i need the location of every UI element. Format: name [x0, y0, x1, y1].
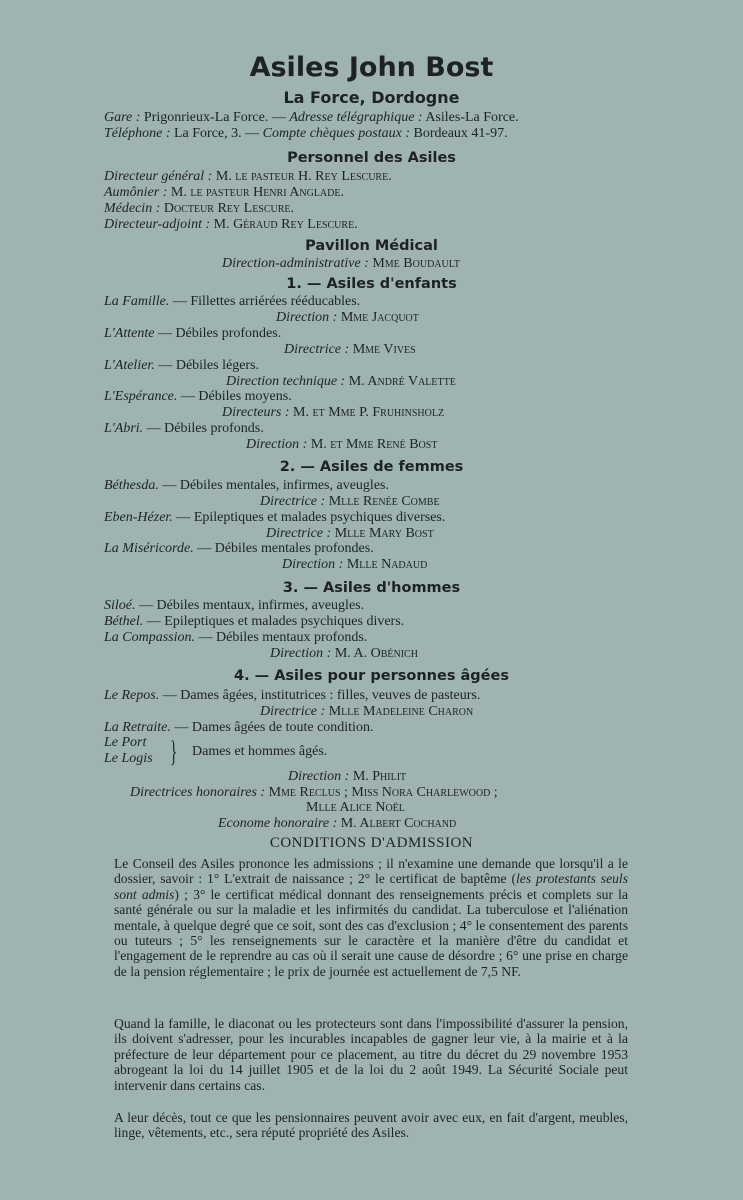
- asile-desc: — Epileptiques et malades psychiques divers.: [146, 614, 405, 629]
- asile-desc: — Débiles mentales, infirmes, aveugles.: [162, 478, 389, 493]
- p1-text-b: ) ; 3° le certificat médical donnant des renseignements précis et complets sur la santé générale ou sur la maladie et les infirmités du candidat. La tuberculose et l'aliénation mentale, à quelque degré que ce soit, sont des cas d'exclusion ; 4° le consentement des parents ou tuteurs ; 5° les renseignements sur le caractère et la manière d'être du candidat et l'engagement de le reprendre au cas où il serait une cause de désordre ; 6° une prise en charge de la pension réglementaire ; le prix de journée est actuellement de 7,5 NF.: [114, 886, 628, 979]
- asile-name: Le Port: [104, 735, 147, 750]
- hommes-heading: 3. — Asiles d'hommes: [282, 580, 461, 596]
- personnel-role: Aumônier :: [104, 185, 168, 200]
- direction-name: Mme Jacquot: [340, 310, 419, 325]
- honoraires-role: Directrices honoraires :: [130, 785, 266, 800]
- femmes-heading: 2. — Asiles de femmes: [279, 459, 464, 475]
- asile-name: Béthel.: [104, 614, 144, 629]
- asile-desc: — Débiles moyens.: [180, 389, 292, 404]
- adresse-value: Asiles-La Force.: [425, 110, 519, 125]
- asile-desc: — Débiles mentaux profonds.: [198, 630, 368, 645]
- asile-desc: — Débiles profondes.: [157, 326, 282, 341]
- asile-entry: [104, 389, 292, 405]
- telephone-value: La Force, 3. —: [173, 126, 260, 141]
- pavillon-role: Direction-administrative :: [222, 256, 369, 271]
- asile-name: L'Abri.: [104, 421, 144, 436]
- asile-name: L'Espérance.: [104, 389, 178, 404]
- asile-direction: [260, 704, 473, 720]
- personnel-name: M. Géraud Rey Lescure.: [213, 217, 358, 232]
- asile-desc: — Débiles profonds.: [146, 421, 264, 436]
- conditions-paragraph-2: Quand la famille, le diaconat ou les protecteurs sont dans l'impossibilité d'assurer la pension, ils doivent s'adresser, pour les incurables incapables de gagner leur vie, à la mairie et à la préfecture de leur département pour ce placement, au titre du décret du 29 novembre 1953 abrogeant la loi du 14 juillet 1905 et de la loi du 2 août 1949. La Sécurité Sociale peut intervenir dans certains cas.: [114, 1016, 628, 1093]
- asile-name: Béthesda.: [104, 478, 159, 493]
- asile-entry: [104, 541, 374, 557]
- personnel-row: [104, 169, 392, 185]
- page-subtitle: La Force, Dordogne: [283, 88, 460, 107]
- direction-role: Directrice :: [266, 526, 332, 541]
- conditions-paragraph-3: A leur décès, tout ce que les pensionnaires peuvent avoir avec eux, en fait d'argent, meubles, linge, vêtements, etc., sera réputé propriété des Asiles.: [114, 1110, 628, 1141]
- personnel-role: Médecin :: [104, 201, 161, 216]
- personnel-row: [104, 217, 358, 233]
- direction-role: Direction :: [282, 557, 344, 572]
- page-title: Asiles John Bost: [249, 52, 494, 83]
- econome-line: [218, 816, 456, 832]
- asile-name: La Famille.: [104, 294, 170, 309]
- econome-name: M. Albert Cochand: [340, 816, 457, 831]
- asile-entry: [104, 294, 360, 310]
- cheques-value: Bordeaux 41-97.: [413, 126, 508, 141]
- personnel-role: Directeur général :: [104, 169, 213, 184]
- asile-desc: — Débiles mentaux, infirmes, aveugles.: [139, 598, 365, 613]
- personnel-name: Docteur Rey Lescure.: [163, 201, 295, 216]
- asile-name: La Compassion.: [104, 630, 196, 645]
- adresse-label: Adresse télégraphique :: [289, 110, 423, 125]
- honoraires-line: [130, 785, 498, 801]
- asile-name: Eben-Hézer.: [104, 510, 173, 525]
- direction-name: M. Philit: [352, 769, 407, 784]
- asile-name: La Miséricorde.: [104, 541, 194, 556]
- gare-label: Gare :: [104, 110, 141, 125]
- conditions-heading: CONDITIONS D'ADMISSION: [269, 835, 474, 851]
- pavillon-name: Mme Boudault: [372, 256, 461, 271]
- direction-role: Directrice :: [260, 704, 326, 719]
- direction-role: Direction :: [288, 769, 350, 784]
- asile-desc: — Dames âgées, institutrices : filles, veuves de pasteurs.: [162, 688, 481, 703]
- asile-entry: [104, 614, 404, 630]
- asile-desc: Dames et hommes âgés.: [192, 744, 328, 759]
- asile-direction: [270, 646, 418, 662]
- econome-role: Econome honoraire :: [218, 816, 338, 831]
- direction-role: Direction technique :: [226, 374, 346, 389]
- asile-name: Siloé.: [104, 598, 136, 613]
- asile-direction: [246, 437, 437, 453]
- asile-entry: [104, 358, 259, 374]
- direction-name: Mlle Mary Bost: [334, 526, 434, 541]
- asile-direction: [276, 310, 419, 326]
- asile-entry: [104, 326, 281, 342]
- asile-direction: [266, 526, 434, 542]
- asile-desc: — Débiles mentales profondes.: [197, 541, 374, 556]
- direction-name: Mlle Renée Combe: [328, 494, 440, 509]
- direction-name: M. André Valette: [348, 374, 456, 389]
- personnel-name: M. le pasteur H. Rey Lescure.: [215, 169, 392, 184]
- asile-name: L'Attente: [104, 326, 155, 341]
- direction-name: Mlle Madeleine Charon: [328, 704, 474, 719]
- direction-role: Directrice :: [260, 494, 326, 509]
- asile-direction: [260, 494, 440, 510]
- direction-role: Direction :: [276, 310, 338, 325]
- gare-value: Prigonrieux-La Force. —: [143, 110, 286, 125]
- personnel-row: [104, 185, 344, 201]
- asile-entry: [104, 688, 480, 704]
- personnel-name: M. le pasteur Henri Anglade.: [170, 185, 344, 200]
- direction-role: Direction :: [270, 646, 332, 661]
- direction-name: Mlle Nadaud: [346, 557, 428, 572]
- asile-desc: — Débiles légers.: [158, 358, 260, 373]
- brace-icon: }: [170, 735, 178, 768]
- direction-name: M. et Mme P. Fruhinsholz: [293, 405, 445, 420]
- asile-direction: [282, 557, 427, 573]
- conditions-paragraph-1: [114, 856, 628, 979]
- asile-entry: [104, 630, 367, 646]
- direction-role: Direction :: [246, 437, 308, 452]
- cheques-label: Compte chèques postaux :: [262, 126, 410, 141]
- asile-direction: [226, 374, 456, 390]
- contact-line-2: [104, 126, 508, 142]
- ages-heading: 4. — Asiles pour personnes âgées: [234, 668, 509, 684]
- pavillon-direction: [222, 256, 460, 272]
- asile-entry: [104, 421, 264, 437]
- direction-role: Directeurs :: [222, 405, 290, 420]
- honoraires-names: Mme Reclus ; Miss Nora Charlewood ;: [268, 785, 498, 800]
- honoraires-names: Mlle Alice Noël: [306, 800, 405, 815]
- personnel-heading: Personnel des Asiles: [287, 150, 456, 166]
- contact-line-1: [104, 110, 519, 126]
- direction-name: M. A. Obénich: [334, 646, 418, 661]
- asile-name: L'Atelier.: [104, 358, 155, 373]
- asile-name: Le Repos.: [104, 688, 160, 703]
- enfants-heading: 1. — Asiles d'enfants: [286, 276, 457, 292]
- telephone-label: Téléphone :: [104, 126, 171, 141]
- direction-name: M. et Mme René Bost: [310, 437, 438, 452]
- asile-entry: [104, 478, 389, 494]
- asile-direction: [284, 342, 416, 358]
- asile-desc: — Epileptiques et malades psychiques diverses.: [176, 510, 446, 525]
- asile-entry: [104, 510, 445, 526]
- asile-entry: [104, 598, 364, 614]
- asile-entry: [104, 720, 373, 736]
- asile-desc: — Dames âgées de toute condition.: [174, 720, 374, 735]
- personnel-row: [104, 201, 294, 217]
- p1-italic: les protestants seuls sont admis: [114, 871, 628, 902]
- personnel-role: Directeur-adjoint :: [104, 217, 211, 232]
- pavillon-heading: Pavillon Médical: [305, 238, 438, 254]
- p1-text-a: Le Conseil des Asiles prononce les admissions ; il n'examine une demande que lorsqu'il a le dossier, savoir : 1° L'extrait de naissance ; 2° le certificat de baptême (: [114, 856, 628, 887]
- asile-direction: [288, 769, 406, 785]
- asile-desc: — Fillettes arriérées rééducables.: [172, 294, 361, 309]
- asile-direction: [222, 405, 444, 421]
- asile-name: La Retraite.: [104, 720, 171, 735]
- asile-name: Le Logis: [104, 751, 153, 766]
- direction-role: Directrice :: [284, 342, 350, 357]
- direction-name: Mme Vives: [352, 342, 416, 357]
